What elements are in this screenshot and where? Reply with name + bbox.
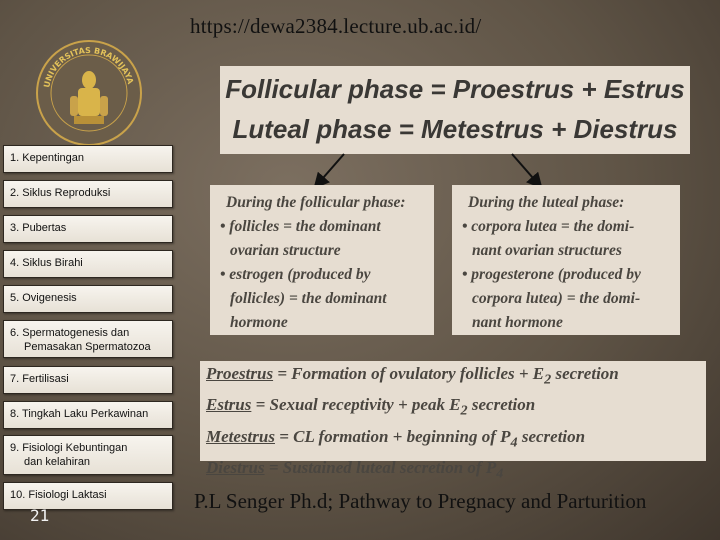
arrow-to-follicular (316, 154, 344, 186)
nav-item-spermatogenesis[interactable]: 6. Spermatogenesis dan Pemasakan Spermatozoa (3, 320, 173, 358)
university-seal-icon (34, 38, 144, 148)
follicular-equation: Follicular phase = Proestrus + Estrus (225, 74, 685, 104)
nav-item-laktasi[interactable]: 10. Fisiologi Laktasi (3, 482, 173, 510)
slide-number: 21 (30, 506, 50, 525)
nav-item-ovigenesis[interactable]: 5. Ovigenesis (3, 285, 173, 313)
nav-item-pubertas[interactable]: 3. Pubertas (3, 215, 173, 243)
follicular-phase-box: During the follicular phase: • follicles = the dominant ovarian structure • estrogen (produced by follicles) = the dominant hormone (210, 185, 434, 335)
estrous-stage-definitions (200, 361, 706, 482)
source-url: https://dewa2384.lecture.ub.ac.id/ (190, 14, 482, 38)
arrow-to-luteal (512, 154, 540, 186)
definition-estrus: Estrus = Sexual receptivity + peak $E_2$ secretion (206, 395, 536, 419)
definition-metestrus: Metestrus = CL formation + beginning of $P_4$ secretion (206, 426, 586, 451)
nav-item-tingkah-laku[interactable]: 8. Tingkah Laku Perkawinan (3, 401, 173, 429)
phase-equations-panel (220, 66, 690, 154)
definition-diestrus: Diestrus = Sustained luteal secretion of $P_4$ (206, 458, 504, 482)
nav-item-siklus-reproduksi[interactable]: 2. Siklus Reproduksi (3, 180, 173, 208)
nav-item-fertilisasi[interactable]: 7. Fertilisasi (3, 366, 173, 394)
nav-item-kebuntingan[interactable]: 9. Fisiologi Kebuntingan dan kelahiran (3, 435, 173, 475)
luteal-phase-box: During the luteal phase: • corpora lutea = the domi- nant ovarian structures • progesterone (produced by corpora lutea) = the domi- nant hormone (452, 185, 680, 335)
nav-item-kepentingan[interactable]: 1. Kepentingan (3, 145, 173, 173)
svg-text:UNIVERSITAS BRAWIJAYA: UNIVERSITAS BRAWIJAYA (42, 45, 135, 89)
source-credit: P.L Senger Ph.d; Pathway to Pregnacy and Parturition (194, 489, 647, 513)
nav-item-siklus-birahi[interactable]: 4. Siklus Birahi (3, 250, 173, 278)
definition-proestrus: Proestrus = Formation of ovulatory follicles + $E_2$ secretion (206, 364, 619, 388)
luteal-equation: Luteal phase = Metestrus + Diestrus (232, 114, 678, 144)
